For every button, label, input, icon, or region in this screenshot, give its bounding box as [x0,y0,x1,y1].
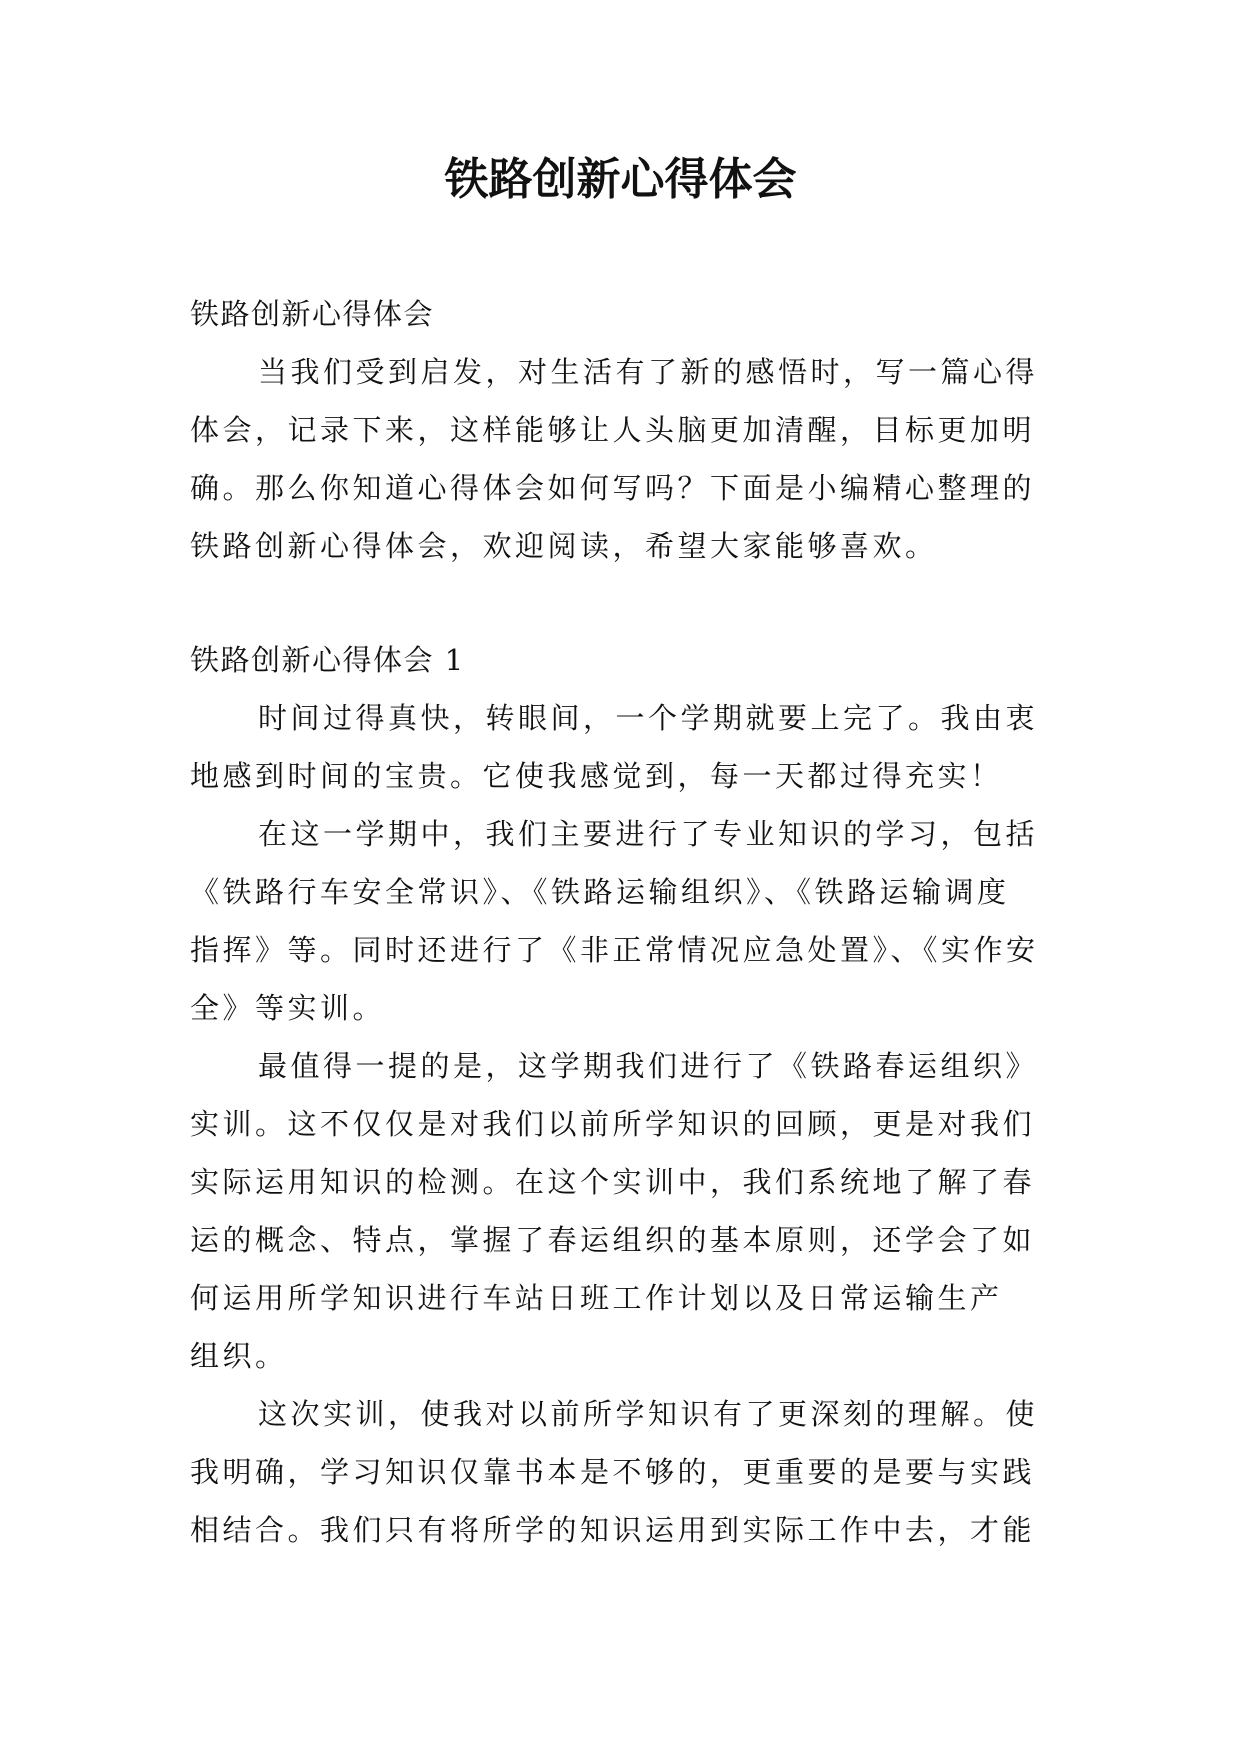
text-line: 我明确，学习知识仅靠书本是不够的，更重要的是要与实践 [190,1455,1036,1489]
text-line: 何运用所学知识进行车站日班工作计划以及日常运输生产 [190,1281,1003,1315]
text-line: 确。那么你知道心得体会如何写吗？下面是小编精心整理的 [190,471,1036,505]
text-line: 《铁路行车安全常识》、《铁路运输组织》、《铁路运输调度 [190,875,1010,909]
text-line: 当我们受到启发，对生活有了新的感悟时，写一篇心得 [258,355,1039,389]
text-line: 相结合。我们只有将所学的知识运用到实际工作中去，才能 [190,1513,1036,1547]
text-line: 实训。这不仅仅是对我们以前所学知识的回顾，更是对我们 [190,1107,1036,1141]
section-gap [190,575,1052,631]
document-title: 铁路创新心得体会 [444,154,797,205]
text-line: 地感到时间的宝贵。它使我感觉到，每一天都过得充实！ [190,759,1003,793]
text-line: 全》等实训。 [190,991,386,1025]
text-line: 这次实训，使我对以前所学知识有了更深刻的理解。使 [258,1397,1039,1431]
text-line: 运的概念、特点，掌握了春运组织的基本原则，还学会了如 [190,1223,1036,1257]
text-line: 组织。 [190,1339,288,1373]
paragraph-2 [190,805,1052,1037]
text-line: 指挥》等。同时还进行了《非正常情况应急处置》、《实作安 [190,933,1039,967]
text-line: 实际运用知识的检测。在这个实训中，我们系统地了解了春 [190,1165,1036,1199]
section-heading: 铁路创新心得体会 1 [190,643,465,677]
text-line: 铁路创新心得体会，欢迎阅读，希望大家能够喜欢。 [190,529,938,563]
text-line: 最值得一提的是，这学期我们进行了《铁路春运组织》 [258,1049,1039,1083]
document-subtitle: 铁路创新心得体会 [190,297,435,331]
text-line: 时间过得真快，转眼间，一个学期就要上完了。我由衷 [258,701,1039,735]
intro-paragraph [190,343,1052,575]
text-line: 在这一学期中，我们主要进行了专业知识的学习，包括 [258,817,1039,851]
paragraph-3 [190,1037,1052,1385]
paragraph-1 [190,689,1052,805]
document-body [190,285,1052,1559]
paragraph-4 [190,1385,1052,1559]
text-line: 体会，记录下来，这样能够让人头脑更加清醒，目标更加明 [190,413,1036,447]
